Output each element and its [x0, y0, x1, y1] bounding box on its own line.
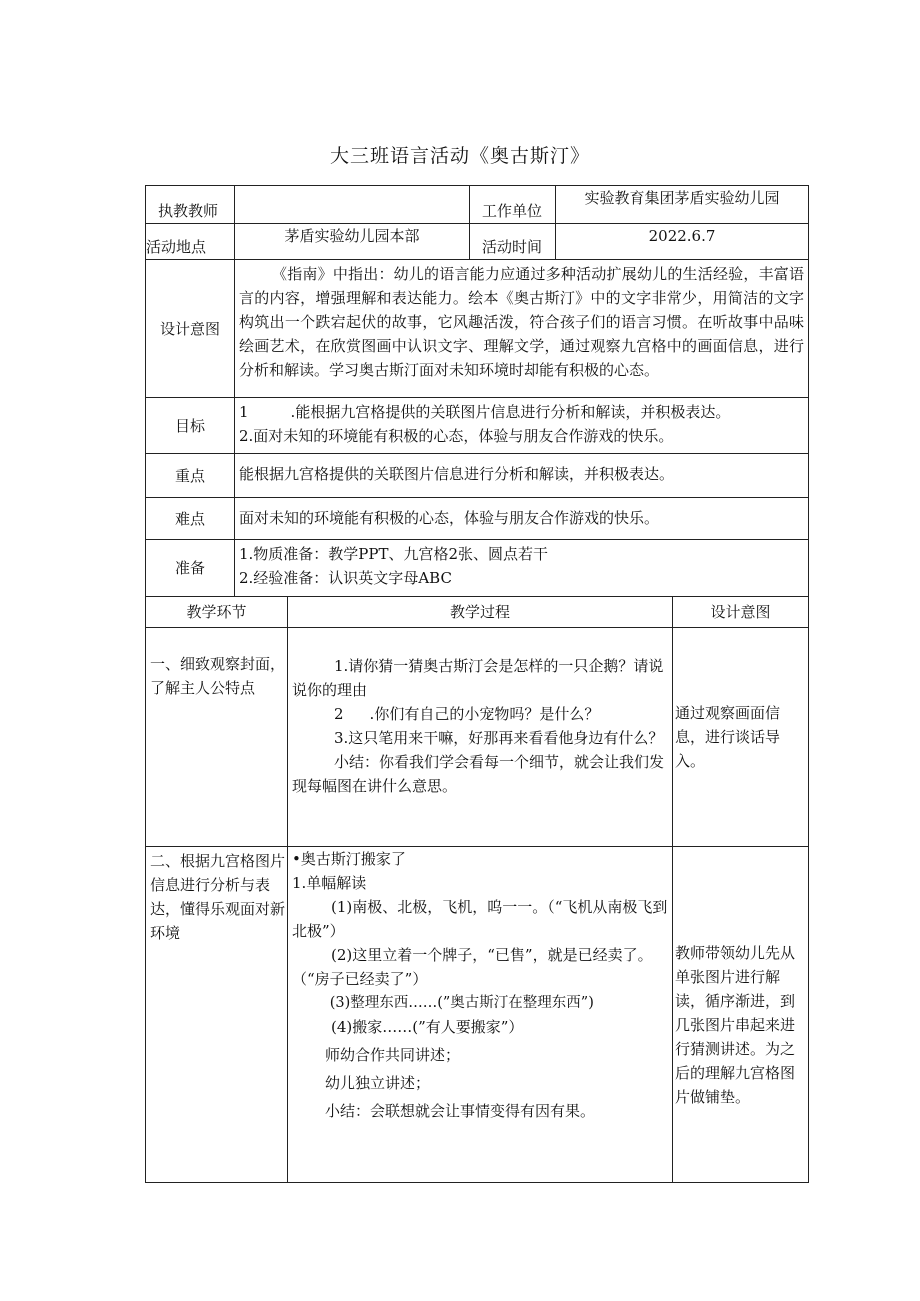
phase-1-question-3: 3.这只笔用来干嘛，好那再来看看他身边有什么？	[334, 729, 664, 747]
difficulty-label: 难点	[146, 498, 235, 540]
phase-2-subtitle: 1.单幅解读	[292, 874, 367, 892]
preparation-label: 准备	[146, 540, 235, 597]
goal-1-text: .能根据九宫格提供的关联图片信息进行分析和解读，并积极表达。	[290, 403, 731, 421]
time-value: 2022.6.7	[556, 224, 809, 260]
lesson-plan-table	[145, 185, 809, 1183]
phase-2-bullet: •奥古斯汀搬家了	[292, 850, 406, 868]
phase-2-item-1: (1)南极、北极，飞机，呜一一。（“飞机从南极飞到北极”）	[292, 898, 668, 940]
phase-column-header: 教学环节	[146, 597, 288, 628]
design-column-header: 设计意图	[673, 597, 809, 628]
phase-2-alone: 幼儿独立讲述；	[325, 1074, 431, 1092]
unit-value: 实验教育集团茅盾实验幼儿园	[556, 186, 809, 224]
preparation-row	[146, 540, 809, 597]
goals-content	[235, 398, 809, 454]
design-intent-label: 设计意图	[146, 260, 235, 398]
goal-1-number: 1	[239, 403, 249, 421]
unit-label: 工作单位	[470, 186, 556, 224]
goal-2-text: 2.面对未知的环境能有积极的心态，体验与朋友合作游戏的快乐。	[239, 427, 674, 445]
goals-label: 目标	[146, 398, 235, 454]
goals-row	[146, 398, 809, 454]
phase-1-question-2-text: .你们有自己的小宠物吗？是什么？	[369, 705, 600, 723]
process-column-header: 教学过程	[288, 597, 673, 628]
phase-2-item-3: (3)整理东西……(”奥古斯汀在整理东西”)	[329, 995, 594, 1011]
design-intent-row	[146, 260, 809, 398]
phase-1-process	[288, 628, 673, 847]
preparation-line-2: 2.经验准备：认识英文字母ABC	[239, 569, 452, 587]
phase-2-process	[288, 847, 673, 1183]
phase-1-question-2-number: 2	[334, 705, 344, 723]
difficulty-row	[146, 498, 809, 540]
time-label: 活动时间	[470, 224, 556, 260]
design-intent-text: 《指南》中指出：幼儿的语言能力应通过多种活动扩展幼儿的生活经验，丰富语言的内容，增强理解和表达能力。绘本《奥古斯汀》中的文字非常少，用简洁的文字构筑出一个跌宕起伏的故事，它风趣活泼，符合孩子们的语言习惯。在听故事中品味绘画艺术，在欣赏图画中认识文字、理解文学，通过观察九宫格中的画面信息，进行分析和解读。学习奥古斯汀面对未知环境时却能有积极的心态。	[235, 260, 809, 398]
preparation-content	[235, 540, 809, 597]
place-label: 活动地点	[146, 224, 235, 260]
phase-1-question-1: 1.请你猜一猜奥古斯汀会是怎样的一只企鹅？请说说你的理由	[292, 657, 664, 699]
difficulty-text: 面对未知的环境能有积极的心态，体验与朋友合作游戏的快乐。	[235, 498, 809, 540]
phase-2-together: 师幼合作共同讲述；	[325, 1046, 461, 1064]
phase-1-summary: 小结：你看我们学会看每一个细节，就会让我们发现每幅图在讲什么意思。	[292, 753, 665, 795]
phase-row-2	[146, 847, 809, 1183]
place-value: 茅盾实验幼儿园本部	[235, 224, 470, 260]
teacher-row	[146, 186, 809, 224]
phase-2-summary: 小结：会联想就会让事情变得有因有果。	[325, 1102, 596, 1120]
process-header-row	[146, 597, 809, 628]
key-point-label: 重点	[146, 454, 235, 498]
phase-1-design: 通过观察画面信息，进行谈话导入。	[673, 628, 809, 847]
phase-2-design: 教师带领幼儿先从单张图片进行解读，循序渐进，到几张图片串起来进行猜测讲述。为之后的理解九宫格图片做铺垫。	[673, 847, 809, 1183]
phase-2-item-2: (2)这里立着一个牌子，“已售”，就是已经卖了。（“房子已经卖了”）	[292, 946, 653, 988]
teacher-label: 执教教师	[146, 186, 235, 224]
phase-row-1	[146, 628, 809, 847]
key-point-text: 能根据九宫格提供的关联图片信息进行分析和解读，并积极表达。	[235, 454, 809, 498]
teacher-value	[235, 186, 470, 224]
phase-1-title: 一、细致观察封面，了解主人公特点	[146, 628, 288, 847]
phase-2-item-4: (4)搬家……(”有人要搬家”）	[331, 1018, 524, 1036]
preparation-line-1: 1.物质准备：教学PPT、九宫格2张、圆点若干	[239, 545, 549, 563]
key-point-row	[146, 454, 809, 498]
place-row	[146, 224, 809, 260]
phase-2-title: 二、根据九宫格图片信息进行分析与表达，懂得乐观面对新环境	[146, 847, 288, 1183]
page-title: 大三班语言活动《奥古斯汀》	[329, 145, 590, 167]
